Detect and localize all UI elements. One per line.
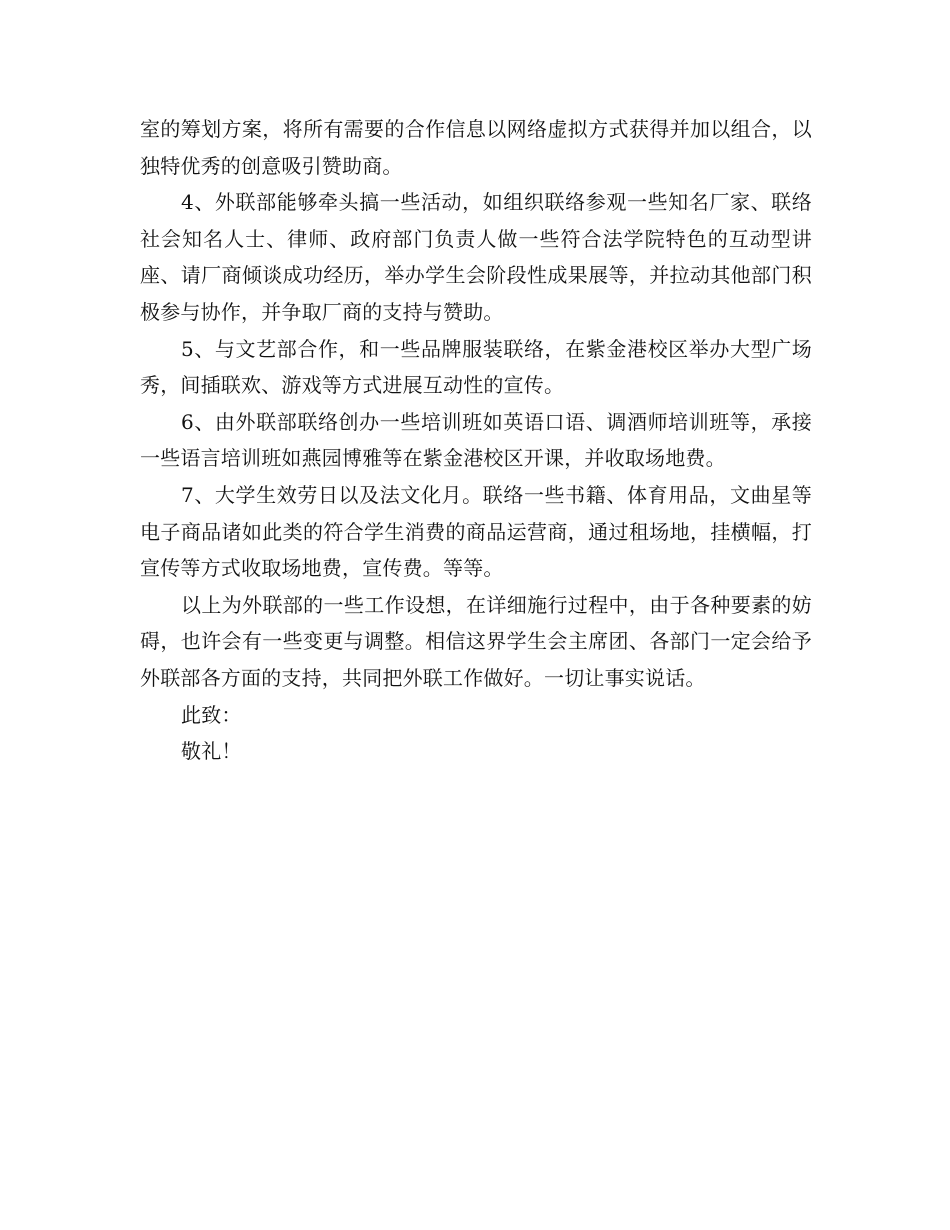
document-body (140, 111, 812, 770)
paragraph-continuation: 室的筹划方案，将所有需要的合作信息以网络虚拟方式获得并加以组合，以独特优秀的创意吸引赞助商。 (140, 117, 812, 178)
paragraph-conclusion: 以上为外联部的一些工作设想，在详细施行过程中，由于各种要素的妨碍，也许会有一些变更与调整。相信这界学生会主席团、各部门一定会给予外联部各方面的支持，共同把外联工作做好。一切让事实说话。 (140, 592, 812, 690)
paragraph-item-6: 6、由外联部联络创办一些培训班如英语口语、调酒师培训班等，承接一些语言培训班如燕园博雅等在紫金港校区开课，并收取场地费。 (140, 409, 812, 471)
closing-regards: 敬礼！ (181, 739, 242, 764)
closing-salutation: 此致： (181, 702, 242, 727)
paragraph-item-5: 5、与文艺部合作，和一些品牌服装联络，在紫金港校区举办大型广场秀，间插联欢、游戏等方式进展互动性的宣传。 (140, 336, 812, 398)
paragraph-item-7: 7、大学生效劳日以及法文化月。联络一些书籍、体育用品，文曲星等电子商品诸如此类的符合学生消费的商品运营商，通过租场地，挂横幅，打宣传等方式收取场地费，宣传费。等等。 (140, 482, 812, 581)
paragraph-item-4: 4、外联部能够牵头搞一些活动，如组织联络参观一些知名厂家、联络社会知名人士、律师、政府部门负责人做一些符合法学院特色的互动型讲座、请厂商倾谈成功经历，举办学生会阶段性成果展等，并拉动其他部门积极参与协作，并争取厂商的支持与赞助。 (140, 190, 812, 324)
